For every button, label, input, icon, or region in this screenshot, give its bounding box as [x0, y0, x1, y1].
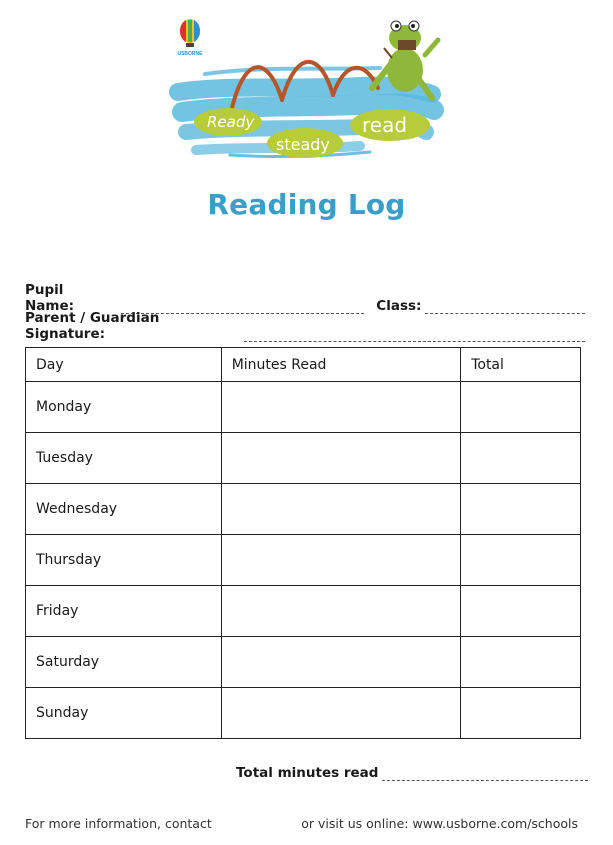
- signature-row: [25, 310, 585, 342]
- minutes-cell[interactable]: [221, 535, 461, 586]
- total-minutes-field[interactable]: [382, 770, 588, 781]
- day-cell: Saturday: [26, 637, 222, 688]
- table-header-row: [26, 348, 581, 382]
- day-cell: Sunday: [26, 688, 222, 739]
- table-row: [26, 688, 581, 739]
- minutes-cell[interactable]: [221, 382, 461, 433]
- total-column-header: Total: [461, 348, 581, 382]
- minutes-cell[interactable]: [221, 637, 461, 688]
- day-cell: Monday: [26, 382, 222, 433]
- total-cell[interactable]: [461, 637, 581, 688]
- total-minutes-row: [236, 765, 588, 781]
- footer-contact-text: For more information, contact: [25, 816, 212, 831]
- total-cell[interactable]: [461, 484, 581, 535]
- day-cell: Thursday: [26, 535, 222, 586]
- signature-field[interactable]: [244, 331, 585, 342]
- total-minutes-label: Total minutes read: [236, 765, 379, 781]
- minutes-cell[interactable]: [221, 433, 461, 484]
- ready-word: Ready: [207, 113, 255, 131]
- usborne-balloon-icon: [180, 19, 200, 47]
- pupil-name-label: Pupil Name:: [25, 282, 75, 314]
- day-cell: Friday: [26, 586, 222, 637]
- day-column-header: Day: [26, 348, 222, 382]
- class-label: Class:: [376, 298, 422, 314]
- minutes-cell[interactable]: [221, 688, 461, 739]
- table-row: [26, 382, 581, 433]
- total-cell[interactable]: [461, 382, 581, 433]
- total-cell[interactable]: [461, 433, 581, 484]
- footer-website-text: or visit us online: www.usborne.com/schools: [301, 816, 578, 831]
- table-row: [26, 637, 581, 688]
- table-row: [26, 484, 581, 535]
- read-word: read: [362, 113, 408, 137]
- table-row: [26, 433, 581, 484]
- table-row: [26, 535, 581, 586]
- table-row: [26, 586, 581, 637]
- signature-label: Parent / Guardian Signature:: [25, 310, 160, 342]
- total-cell[interactable]: [461, 586, 581, 637]
- steady-word: steady: [276, 135, 330, 154]
- reading-log-table: [25, 347, 581, 739]
- header-illustration: [0, 0, 613, 180]
- total-cell[interactable]: [461, 688, 581, 739]
- minutes-cell[interactable]: [221, 484, 461, 535]
- page-title: Reading Log: [207, 188, 406, 221]
- day-cell: Tuesday: [26, 433, 222, 484]
- minutes-cell[interactable]: [221, 586, 461, 637]
- day-cell: Wednesday: [26, 484, 222, 535]
- total-cell[interactable]: [461, 535, 581, 586]
- usborne-logo-text: USBORNE: [177, 51, 203, 57]
- minutes-column-header: Minutes Read: [221, 348, 461, 382]
